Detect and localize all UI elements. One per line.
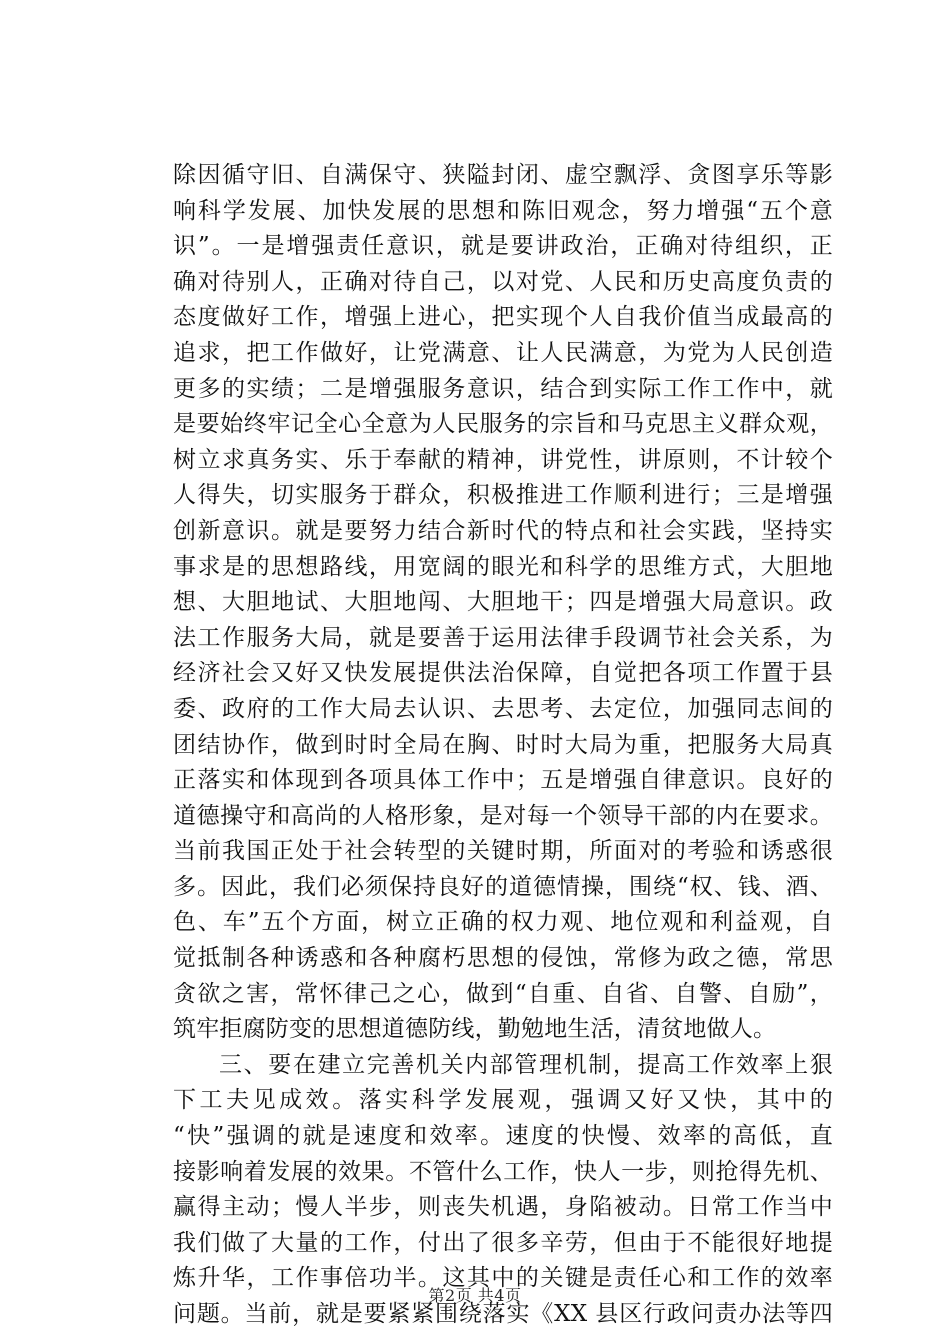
text-line: 事求是的思想路线，用宽阔的眼光和科学的思维方式，大胆地: [173, 553, 833, 580]
text-line: 是要始终牢记全心全意为人民服务的宗旨和马克思主义群众观，: [173, 411, 833, 438]
text-line: 除因循守旧、自满保守、狭隘封闭、虚空飘浮、贪图享乐等影: [173, 162, 833, 188]
text-line: 法工作服务大局，就是要善于运用法律手段调节社会关系，为: [173, 624, 833, 651]
text-line: 响科学发展、加快发展的思想和陈旧观念，努力增强“五个意: [173, 197, 833, 224]
text-line: 树立求真务实、乐于奉献的精神，讲党性，讲原则，不计较个: [173, 446, 833, 473]
text-line: 接影响着发展的效果。不管什么工作，快人一步，则抢得先机、: [173, 1158, 833, 1185]
text-line: 多。因此，我们必须保持良好的道德情操，围绕“权、钱、酒、: [173, 873, 833, 900]
text-line: 追求，把工作做好，让党满意、让人民满意，为党为人民创造: [173, 339, 833, 366]
text-line: “快”强调的就是速度和效率。速度的快慢、效率的高低，直: [173, 1123, 833, 1150]
text-line: 态度做好工作，增强上进心，把实现个人自我价值当成最高的: [173, 304, 833, 331]
paragraph-end-line: 筑牢拒腐防变的思想道德防线，勤勉地生活，清贫地做人。: [173, 1016, 777, 1043]
text-line: 更多的实绩；二是增强服务意识，结合到实际工作工作中，就: [173, 375, 833, 402]
paragraph-start-line: 三、要在建立完善机关内部管理机制，提高工作效率上狠: [219, 1051, 833, 1078]
text-line: 创新意识。就是要努力结合新时代的特点和社会实践，坚持实: [173, 517, 833, 544]
text-line: 人得失，切实服务于群众，积极推进工作顺利进行；三是增强: [173, 482, 833, 509]
text-line: 确对待别人，正确对待自己，以对党、人民和历史高度负责的: [173, 268, 833, 295]
text-line: 炼升华，工作事倍功半。这其中的关键是责任心和工作的效率: [173, 1265, 833, 1292]
text-line: 委、政府的工作大局去认识、去思考、去定位，加强同志间的: [173, 695, 833, 722]
text-line: 当前我国正处于社会转型的关键时期，所面对的考验和诱惑很: [173, 838, 833, 865]
page-number-footer: 第2页 共4页: [428, 1286, 522, 1305]
text-line: 道德操守和高尚的人格形象，是对每一个领导干部的内在要求。: [173, 802, 833, 829]
document-body: [173, 158, 833, 1333]
text-line: 问题。当前，就是要紧紧围绕落实《XX 县区行政问责办法等四: [173, 1301, 833, 1327]
text-line: 识”。一是增强责任意识，就是要讲政治，正确对待组织，正: [173, 233, 833, 260]
text-line: 我们做了大量的工作，付出了很多辛劳，但由于不能很好地提: [173, 1229, 833, 1256]
text-line: 经济社会又好又快发展提供法治保障，自觉把各项工作置于县: [173, 660, 833, 687]
text-line: 赢得主动；慢人半步，则丧失机遇，身陷被动。日常工作当中: [173, 1194, 833, 1221]
text-line: 贪欲之害，常怀律己之心，做到“自重、自省、自警、自励”，: [173, 980, 833, 1007]
text-line: 团结协作，做到时时全局在胸、时时大局为重，把服务大局真: [173, 731, 833, 758]
text-line: 正落实和体现到各项具体工作中；五是增强自律意识。良好的: [173, 767, 833, 794]
text-line: 觉抵制各种诱惑和各种腐朽思想的侵蚀，常修为政之德，常思: [173, 945, 833, 972]
text-line: 色、车”五个方面，树立正确的权力观、地位观和利益观，自: [173, 909, 833, 936]
text-line: 想、大胆地试、大胆地闯、大胆地干；四是增强大局意识。政: [173, 589, 833, 616]
text-line: 下工夫见成效。落实科学发展观，强调又好又快，其中的: [173, 1087, 833, 1114]
